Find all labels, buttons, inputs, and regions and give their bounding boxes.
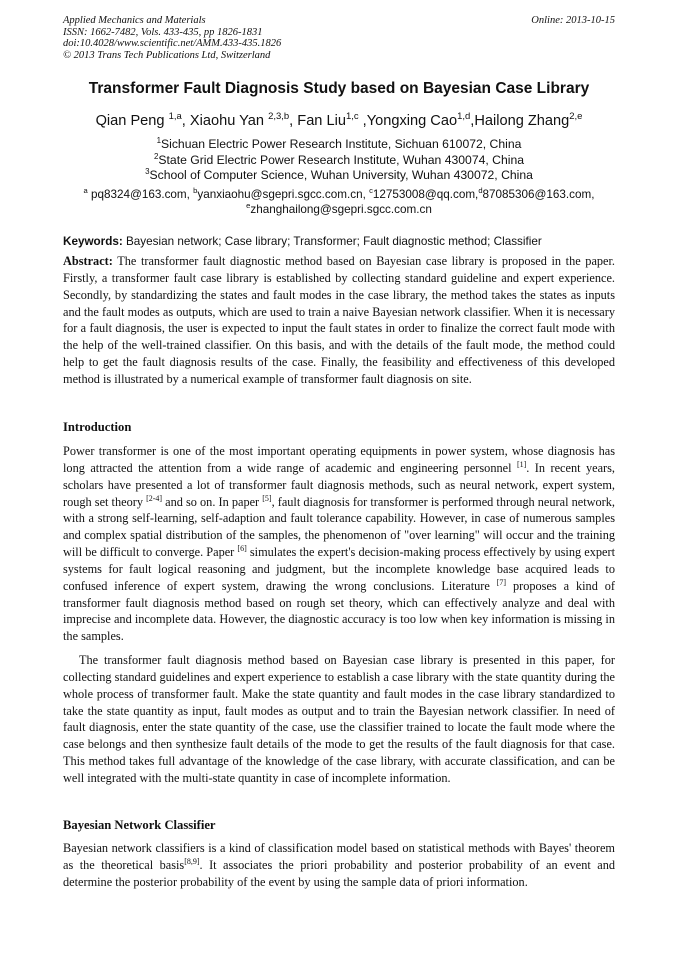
citation: [2-4] xyxy=(146,493,163,503)
introduction-paragraph-2: The transformer fault diagnosis method based on Bayesian case library is presented in this paper, for collecting standard guidelines and expert experience to establish a case library with the state quantity during the whole process of transformer fault. Make the state quantity and fault modes in the case library standardized to take the state quantity as input, fault modes as output and to train the Bayesian network classifier. In need of fault diagnosis, enter the state quantity of the case, use the classifier trained to locate the fault mode where the case belongs and then synthesize fault details of the mode to get the results of the fault diagnosis for that case. This method takes full advantage of the knowledge of the case library, with accurate classification, and can be well integrated with the multi-state quantity in case of incomplete information. xyxy=(63,653,615,785)
doi-line: doi:10.4028/www.scientific.net/AMM.433-435.1826 xyxy=(63,38,282,49)
email-b: yanxiaohu@sgepri.sgcc.com.cn, xyxy=(197,188,370,201)
author-affil-sup: 1,a xyxy=(168,111,182,123)
author-list xyxy=(20,113,658,129)
author-name: , Fan Liu xyxy=(289,113,346,129)
section-heading-introduction: Introduction xyxy=(63,420,132,434)
online-date: Online: 2013-10-15 xyxy=(531,15,615,26)
text-run: Bayesian network classifiers is a kind of classification model based on statistical methods with Bayes' theorem as the theoretical basis xyxy=(63,841,615,872)
citation: [6] xyxy=(237,543,247,553)
keywords-label: Keywords: xyxy=(63,235,123,248)
affiliation-line xyxy=(20,168,658,184)
author-name: Qian Peng xyxy=(95,113,169,129)
journal-name: Applied Mechanics and Materials xyxy=(63,15,206,26)
introduction-paragraph-1 xyxy=(63,443,615,645)
affil-sup: 1 xyxy=(156,135,161,145)
affiliation-list xyxy=(20,137,658,184)
abstract-text: The transformer fault diagnostic method based on Bayesian case library is proposed in the paper. Firstly, a transformer fault case library is established by collecting standard guideline and expert experience. Secondly, by standardizing the states and fault modes in the case library, the method takes the states as inputs and the fault modes as outputs, which are used to train a naive Bayesian network classifier. When it is necessary for a fault diagnosis, the user is expected to input the fault states in order to finalize the correct fault mode with the help of the well-trained classifier. On this basis, and with the details of the fault mode, the method could help to get the fault diagnosis results of the case. Finally, the feasibility and effectiveness of this developed method is illustrated by a numerical example of transformer fault diagnosis on site. xyxy=(63,254,615,386)
journal-header xyxy=(63,15,281,61)
abstract xyxy=(63,253,615,388)
author-name: ,Hailong Zhang xyxy=(470,113,570,129)
section-heading-bayesian-network-classifier: Bayesian Network Classifier xyxy=(63,818,216,832)
keywords-text: Bayesian network; Case library; Transformer; Fault diagnostic method; Classifier xyxy=(122,235,542,248)
abstract-label: Abstract: xyxy=(63,254,113,268)
affil-sup: 2 xyxy=(154,151,159,161)
email-sup: e xyxy=(246,201,251,211)
affiliation-line xyxy=(20,137,658,153)
email-d: 87085306@163.com, xyxy=(482,188,595,201)
issn-line: ISSN: 1662-7482, Vols. 433-435, pp 1826-1831 xyxy=(63,26,263,38)
email-sup: c xyxy=(369,186,373,196)
bayesian-paragraph-1 xyxy=(63,840,615,891)
keywords xyxy=(63,235,615,248)
author-affil-sup: 1,d xyxy=(457,111,471,123)
paper-title: Transformer Fault Diagnosis Study based on Bayesian Case Library xyxy=(88,80,590,97)
copyright-line: © 2013 Trans Tech Publications Ltd, Switzerland xyxy=(63,49,271,61)
email-list xyxy=(63,187,615,217)
text-run: . In recent years, scholars have presented a lot of transformer fault diagnosis methods, such as neural network, expert system, rough set theory xyxy=(63,460,616,509)
email-sup: d xyxy=(478,186,483,196)
affil-text: Sichuan Electric Power Research Institute, Sichuan 610072, China xyxy=(160,137,522,151)
author-name: , Xiaohu Yan xyxy=(181,113,269,129)
citation: [1] xyxy=(516,459,527,469)
text-run: simulates the expert's decision-making process effectively by using expert systems for fault logical reasoning and judgment, but the incomplete knowledge base acquired leads to confused inference of expert system, drawing the wrong conclusions. Literature xyxy=(63,545,615,593)
email-c: 12753008@qq.com, xyxy=(372,188,479,201)
citation: [7] xyxy=(496,577,507,587)
text-run: proposes a kind of transformer fault diagnosis method based on rough set theory, which can effectively analyze and deal with imprecise and incomplete data. However, the diagnostic accuracy is too low when key information is missing in the samples. xyxy=(63,578,615,644)
text-run: . It associates the priori probability and posterior probability of an event and determine the posterior probability of the event by using the sample data of priori information. xyxy=(63,857,615,889)
affil-sup: 3 xyxy=(145,166,150,176)
affil-text: State Grid Electric Power Research Institute, Wuhan 430074, China xyxy=(158,152,524,167)
citation: [5] xyxy=(262,493,272,503)
email-e: zhanghailong@sgepri.sgcc.com.cn xyxy=(250,203,432,216)
email-sup: b xyxy=(193,186,198,196)
author-affil-sup: 2,3,b xyxy=(268,111,290,123)
email-a: pq8324@163.com, xyxy=(87,188,194,201)
text-run: and so on. In paper xyxy=(162,494,263,509)
text-run: Power transformer is one of the most important operating equipments in power system, whose diagnosis has long attracted the attention from a wide range of academic and engineering personnel xyxy=(63,444,615,475)
text-run: , fault diagnosis for transformer is performed through neural network, with a strong self-learning, self-adaption and fault tolerance capability. However, in case of numerous samples and complex spatial distribution of the samples, the phenomenon of "over learning" will occur and the training will be difficult to converge. Paper xyxy=(63,494,615,560)
email-sup: a xyxy=(83,186,88,196)
author-affil-sup: 1,c xyxy=(345,111,359,123)
affil-text: School of Computer Science, Wuhan University, Wuhan 430072, China xyxy=(149,168,533,182)
citation: [8,9] xyxy=(184,856,200,866)
author-affil-sup: 2,e xyxy=(569,111,583,123)
author-name: ,Yongxing Cao xyxy=(358,113,458,129)
affiliation-line xyxy=(20,153,658,169)
